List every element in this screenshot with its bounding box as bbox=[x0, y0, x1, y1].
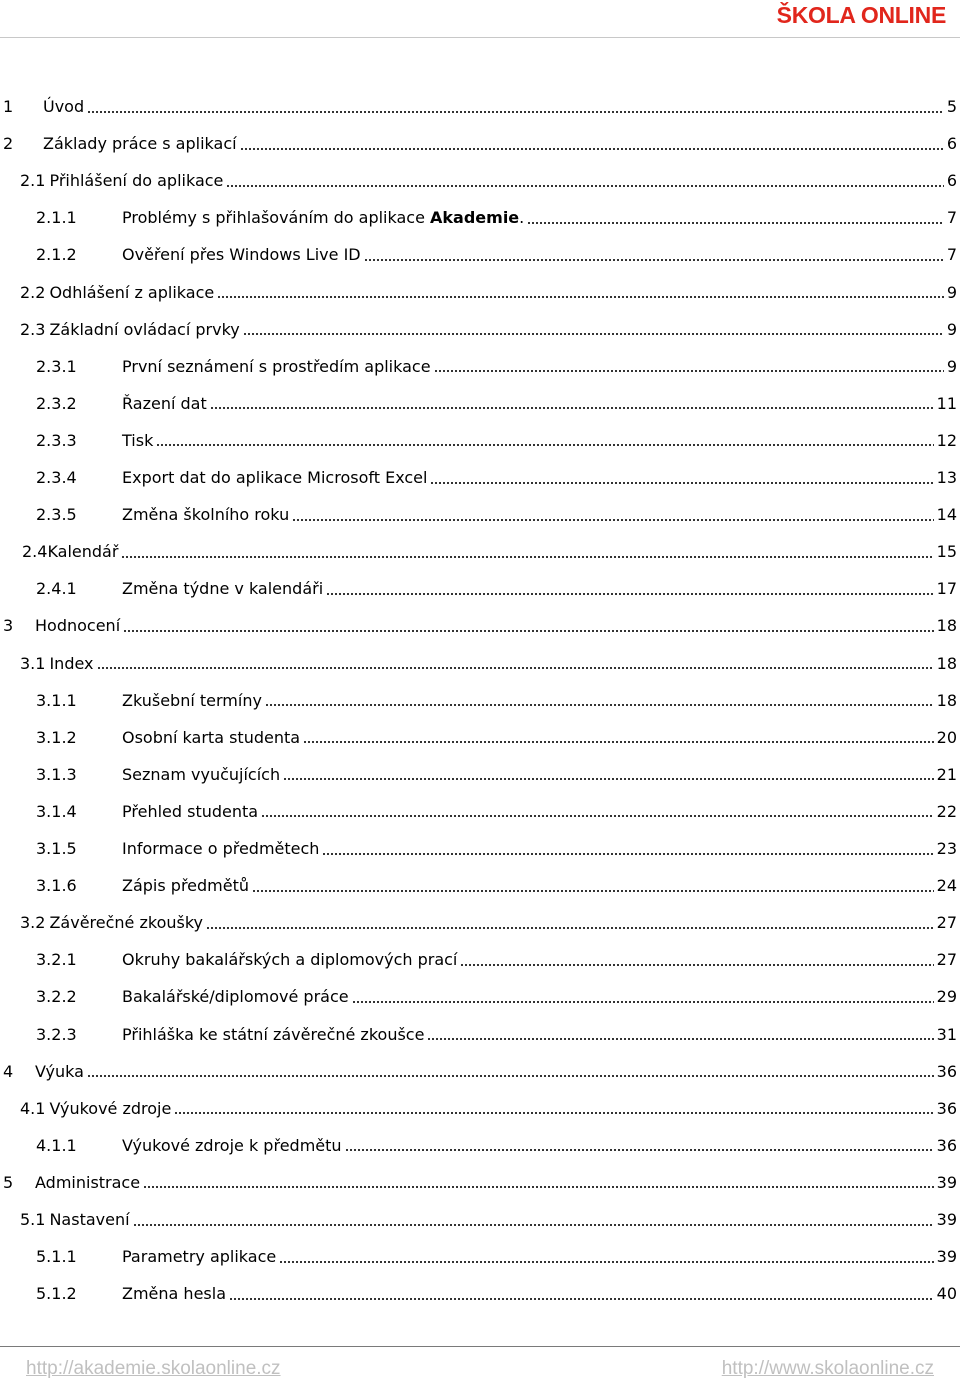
toc-entry-page-number: 21 bbox=[936, 764, 957, 784]
toc-entry-number: 5.1.1 bbox=[36, 1247, 77, 1267]
toc-entry[interactable] bbox=[0, 1275, 957, 1312]
toc-dot-leader bbox=[292, 519, 933, 521]
toc-dot-leader bbox=[206, 927, 934, 929]
toc-entry-number: 2.3.1 bbox=[36, 356, 77, 376]
toc-entry-number: 3.2.1 bbox=[36, 950, 77, 970]
toc-entry-title: Přihlášení do aplikace bbox=[49, 171, 224, 191]
toc-entry-title: Osobní karta studenta bbox=[122, 727, 301, 747]
toc-entry-number: 3.1 bbox=[20, 653, 46, 673]
toc-entry-number: 2.3.4 bbox=[36, 468, 77, 487]
toc-dot-leader bbox=[143, 1186, 934, 1188]
toc-entry-page-number: 5 bbox=[946, 97, 957, 116]
toc-entry-page-number: 7 bbox=[946, 208, 957, 228]
toc-entry-title: Přihláška ke státní závěrečné zkoušce bbox=[122, 1024, 425, 1044]
toc-entry-title-text: Problémy s přihlašováním do aplikace bbox=[122, 208, 431, 228]
toc-entry-page-number: 18 bbox=[936, 616, 957, 636]
toc-entry-number: 5.1 bbox=[20, 1210, 46, 1229]
toc-entry-title: Ověření přes Windows Live ID bbox=[122, 245, 361, 265]
toc-dot-leader bbox=[303, 741, 934, 743]
toc-entry-number: 2.4.1 bbox=[36, 579, 77, 599]
toc-entry-title: Kalendář bbox=[47, 542, 119, 562]
toc-entry-number: 2.1.2 bbox=[36, 245, 77, 265]
table-of-contents bbox=[0, 88, 960, 1318]
toc-entry[interactable] bbox=[0, 125, 957, 162]
toc-entry-page-number: 39 bbox=[936, 1172, 957, 1192]
toc-entry-title: Zkušební termíny bbox=[122, 690, 262, 710]
toc-dot-leader bbox=[364, 259, 944, 261]
toc-entry-page-number: 6 bbox=[946, 134, 957, 154]
toc-dot-leader bbox=[240, 148, 944, 150]
toc-entry-title: Výukové zdroje k předmětu bbox=[122, 1135, 342, 1155]
toc-entry[interactable] bbox=[0, 1201, 957, 1238]
toc-dot-leader bbox=[210, 407, 934, 409]
toc-entry-number: 2 bbox=[3, 134, 14, 154]
toc-entry-page-number: 9 bbox=[946, 282, 957, 302]
toc-entry-title: Administrace bbox=[35, 1172, 141, 1192]
toc-entry[interactable] bbox=[0, 570, 957, 607]
toc-entry[interactable] bbox=[0, 236, 957, 273]
toc-dot-leader bbox=[345, 1149, 934, 1151]
toc-dot-leader bbox=[283, 778, 934, 780]
toc-entry[interactable] bbox=[0, 311, 957, 348]
toc-dot-leader bbox=[226, 185, 943, 187]
toc-dot-leader bbox=[87, 111, 944, 113]
toc-entry[interactable] bbox=[0, 719, 957, 756]
toc-entry[interactable] bbox=[0, 1090, 957, 1127]
toc-dot-leader bbox=[427, 1038, 933, 1040]
toc-entry[interactable] bbox=[0, 830, 957, 867]
toc-entry-title: Odhlášení z aplikace bbox=[49, 282, 215, 302]
toc-entry[interactable] bbox=[0, 88, 957, 125]
toc-dot-leader bbox=[123, 630, 934, 632]
toc-entry-number: 3.1.4 bbox=[36, 801, 77, 821]
toc-entry[interactable] bbox=[0, 904, 957, 941]
toc-entry-number: 2.3.5 bbox=[36, 505, 77, 525]
footer-divider bbox=[0, 1346, 960, 1347]
toc-entry-page-number: 14 bbox=[936, 505, 957, 525]
toc-entry[interactable] bbox=[0, 348, 957, 385]
toc-entry-page-number: 40 bbox=[936, 1284, 957, 1304]
toc-entry[interactable] bbox=[0, 1238, 957, 1275]
toc-entry-page-number: 36 bbox=[936, 1098, 957, 1118]
toc-entry-page-number: 9 bbox=[946, 319, 957, 339]
toc-entry-page-number: 39 bbox=[936, 1247, 957, 1267]
toc-entry-number: 2.3 bbox=[20, 319, 46, 339]
toc-entry-title: Parametry aplikace bbox=[122, 1247, 277, 1267]
toc-dot-leader bbox=[430, 482, 933, 484]
toc-entry-title: Seznam vyučujících bbox=[122, 764, 281, 784]
toc-entry-page-number: 36 bbox=[936, 1135, 957, 1155]
toc-entry[interactable] bbox=[0, 978, 957, 1015]
toc-entry-title: Základní ovládací prvky bbox=[49, 319, 240, 339]
toc-entry-number: 2.4 bbox=[22, 542, 48, 562]
toc-entry-title: Okruhy bakalářských a diplomových prací bbox=[122, 950, 458, 970]
toc-entry-page-number: 12 bbox=[936, 430, 957, 450]
toc-entry-page-number: 22 bbox=[936, 801, 957, 821]
toc-entry-number: 2.3.2 bbox=[36, 393, 77, 413]
toc-entry-title: Hodnocení bbox=[35, 616, 121, 636]
toc-dot-leader bbox=[265, 704, 934, 706]
brand-logo: ŠKOLA ONLINE bbox=[776, 2, 946, 28]
toc-entry-page-number: 29 bbox=[936, 987, 957, 1007]
toc-entry[interactable] bbox=[0, 756, 957, 793]
toc-dot-leader bbox=[133, 1224, 934, 1226]
toc-entry-title: Tisk bbox=[122, 430, 154, 450]
toc-dot-leader bbox=[229, 1298, 934, 1300]
toc-entry-number: 5 bbox=[3, 1172, 14, 1192]
toc-entry[interactable] bbox=[0, 162, 957, 199]
toc-entry-number: 3 bbox=[3, 616, 14, 636]
toc-entry-page-number: 24 bbox=[936, 876, 957, 896]
toc-entry-page-number: 31 bbox=[936, 1024, 957, 1044]
toc-entry-title: Index bbox=[49, 653, 94, 673]
toc-entry-page-number: 27 bbox=[936, 950, 957, 970]
toc-entry-page-number: 18 bbox=[936, 690, 957, 710]
toc-entry[interactable] bbox=[0, 941, 957, 978]
toc-entry[interactable] bbox=[0, 1053, 957, 1090]
toc-entry[interactable] bbox=[0, 496, 957, 533]
toc-entry-title: Změna školního roku bbox=[122, 505, 290, 525]
toc-entry-title: Nastavení bbox=[49, 1210, 130, 1229]
toc-entry[interactable] bbox=[0, 645, 957, 682]
toc-entry[interactable] bbox=[0, 199, 957, 236]
toc-entry-number: 2.3.3 bbox=[36, 430, 77, 450]
toc-entry-title: Základy práce s aplikací bbox=[43, 134, 237, 154]
toc-dot-leader bbox=[434, 370, 944, 372]
toc-entry-number: 2.1.1 bbox=[36, 208, 77, 228]
toc-entry[interactable] bbox=[0, 793, 957, 830]
toc-dot-leader bbox=[326, 593, 933, 595]
toc-dot-leader bbox=[322, 853, 933, 855]
toc-entry[interactable] bbox=[0, 422, 957, 459]
toc-entry[interactable] bbox=[0, 607, 957, 644]
toc-entry-page-number: 7 bbox=[946, 245, 957, 265]
toc-entry-page-number: 20 bbox=[936, 727, 957, 747]
toc-entry-title: Zápis předmětů bbox=[122, 876, 250, 896]
toc-dot-leader bbox=[156, 444, 933, 446]
footer-link-skolaonline[interactable]: http://www.skolaonline.cz bbox=[721, 1358, 934, 1379]
toc-dot-leader bbox=[279, 1261, 933, 1263]
toc-entry[interactable] bbox=[0, 459, 957, 496]
toc-entry-page-number: 13 bbox=[936, 468, 957, 487]
toc-entry-page-number: 39 bbox=[936, 1210, 957, 1229]
toc-dot-leader bbox=[261, 815, 934, 817]
toc-dot-leader bbox=[243, 333, 944, 335]
toc-entry-number: 3.1.6 bbox=[36, 876, 77, 896]
toc-entry-title: Změna hesla bbox=[122, 1284, 226, 1304]
toc-entry-number: 3.1.3 bbox=[36, 764, 77, 784]
toc-entry-title: Bakalářské/diplomové práce bbox=[122, 987, 349, 1007]
toc-entry-number: 5.1.2 bbox=[36, 1284, 77, 1304]
toc-entry-title: První seznámení s prostředím aplikace bbox=[122, 356, 431, 376]
toc-dot-leader bbox=[217, 296, 944, 298]
toc-dot-leader bbox=[174, 1112, 933, 1114]
toc-entry[interactable] bbox=[0, 1127, 957, 1164]
toc-entry-title: Změna týdne v kalendáři bbox=[122, 579, 324, 599]
toc-entry-title-emphasis: Akademie bbox=[430, 208, 520, 228]
toc-entry-page-number: 9 bbox=[946, 356, 957, 376]
toc-entry-number: 3.2.2 bbox=[36, 987, 77, 1007]
toc-entry-number: 2.1 bbox=[20, 171, 46, 191]
toc-entry-number: 3.1.5 bbox=[36, 839, 77, 858]
toc-entry-number: 3.2 bbox=[20, 913, 46, 933]
toc-entry-page-number: 15 bbox=[936, 542, 957, 562]
toc-dot-leader bbox=[460, 964, 933, 966]
toc-dot-leader bbox=[527, 222, 944, 224]
toc-entry-number: 2.2 bbox=[20, 282, 46, 302]
toc-entry[interactable] bbox=[0, 682, 957, 719]
toc-entry-page-number: 17 bbox=[936, 579, 957, 599]
toc-entry-number: 1 bbox=[3, 97, 14, 116]
toc-dot-leader bbox=[252, 890, 934, 892]
toc-dot-leader bbox=[87, 1075, 934, 1077]
toc-entry[interactable] bbox=[0, 1164, 957, 1201]
toc-dot-leader bbox=[97, 667, 934, 669]
header-divider bbox=[0, 37, 960, 38]
toc-entry[interactable] bbox=[0, 533, 957, 570]
toc-entry-title-suffix: . bbox=[519, 208, 525, 228]
toc-entry-title: Výuka bbox=[35, 1061, 84, 1081]
toc-entry-page-number: 18 bbox=[936, 653, 957, 673]
toc-entry-page-number: 27 bbox=[936, 913, 957, 933]
toc-entry-title: Řazení dat bbox=[122, 393, 207, 413]
toc-entry-number: 3.1.1 bbox=[36, 690, 77, 710]
toc-entry[interactable] bbox=[0, 274, 957, 311]
toc-entry-number: 4.1.1 bbox=[36, 1135, 77, 1155]
toc-entry-title: Úvod bbox=[43, 97, 85, 116]
toc-entry-number: 4.1 bbox=[20, 1098, 46, 1118]
toc-entry-number: 3.1.2 bbox=[36, 727, 77, 747]
toc-entry-number: 4 bbox=[3, 1061, 14, 1081]
toc-entry[interactable] bbox=[0, 1016, 957, 1053]
toc-entry[interactable] bbox=[0, 867, 957, 904]
toc-entry-page-number: 6 bbox=[946, 171, 957, 191]
toc-entry-title: Přehled studenta bbox=[122, 801, 259, 821]
toc-entry-title: Závěrečné zkoušky bbox=[49, 913, 203, 933]
toc-entry-page-number: 36 bbox=[936, 1061, 957, 1081]
footer-link-akademie[interactable]: http://akademie.skolaonline.cz bbox=[26, 1358, 281, 1379]
toc-entry-page-number: 11 bbox=[936, 393, 957, 413]
toc-entry-title: Export dat do aplikace Microsoft Excel bbox=[122, 468, 428, 487]
toc-entry-page-number: 23 bbox=[936, 839, 957, 858]
toc-entry-title bbox=[122, 199, 524, 236]
toc-dot-leader bbox=[352, 1001, 934, 1003]
toc-entry-title: Informace o předmětech bbox=[122, 839, 320, 858]
toc-dot-leader bbox=[121, 556, 933, 558]
toc-entry-number: 3.2.3 bbox=[36, 1024, 77, 1044]
toc-entry[interactable] bbox=[0, 385, 957, 422]
toc-entry-title: Výukové zdroje bbox=[49, 1098, 172, 1118]
